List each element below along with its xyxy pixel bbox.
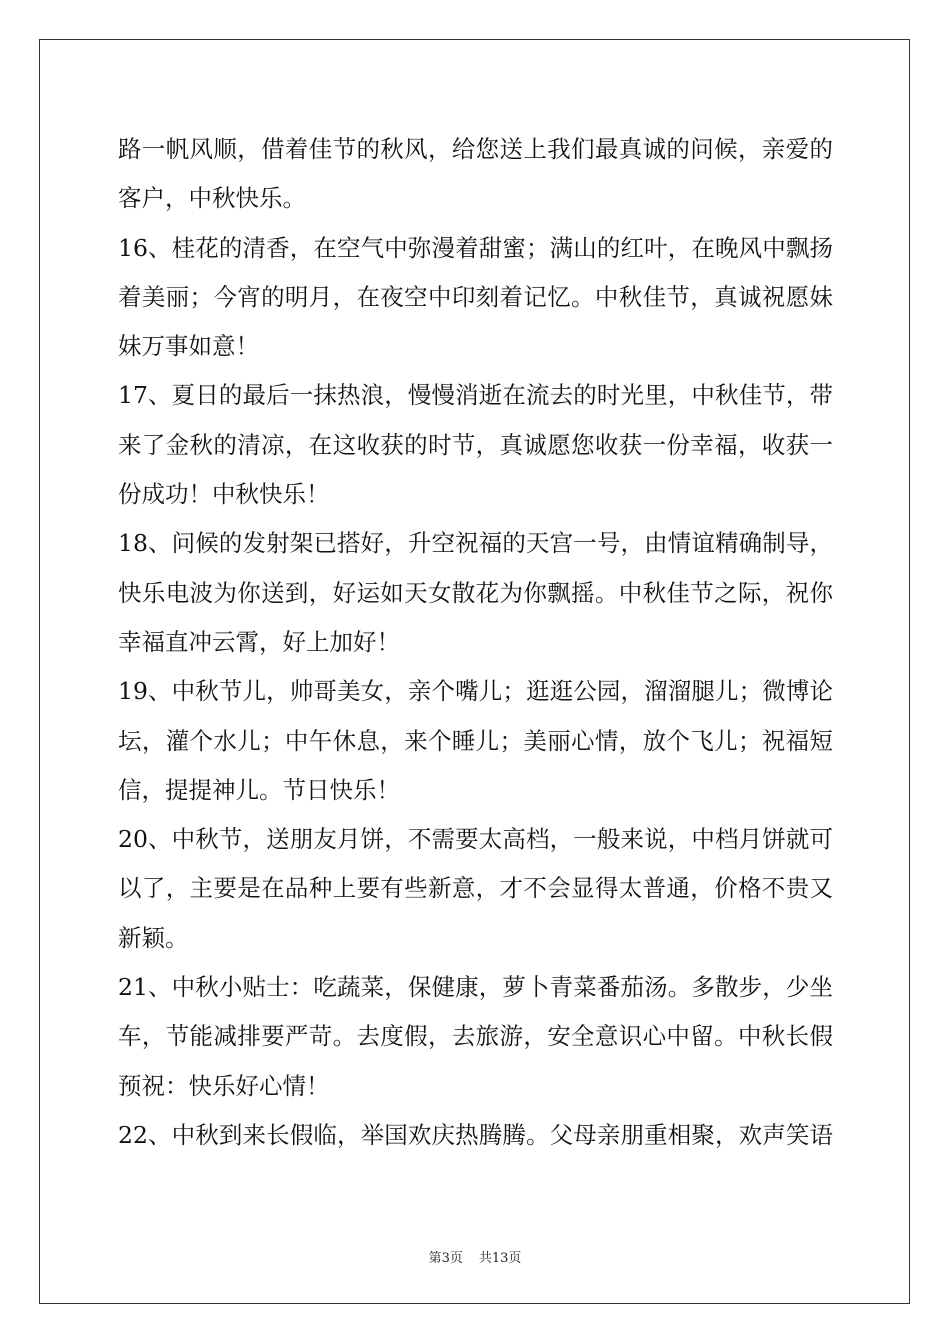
text-line: 21、中秋小贴士：吃蔬菜，保健康，萝卜青菜番茄汤。多散步，少坐	[118, 973, 833, 1002]
text-line: 车，节能减排要严苛。去度假，去旅游，安全意识心中留。中秋长假	[118, 1022, 833, 1051]
text-line: 16、桂花的清香，在空气中弥漫着甜蜜；满山的红叶，在晚风中飘扬	[118, 233, 833, 262]
text-line: 18、问候的发射架已搭好，升空祝福的天宫一号，由情谊精确制导，	[118, 529, 833, 558]
text-line: 新颖。	[118, 923, 189, 952]
text-line: 幸福直冲云霄，好上加好！	[118, 627, 400, 656]
page-number: 第3页	[428, 1251, 463, 1266]
text-line: 预祝：快乐好心情！	[118, 1071, 330, 1100]
page-footer	[0, 1247, 950, 1266]
text-line: 客户，中秋快乐。	[118, 184, 306, 213]
text-line: 20、中秋节，送朋友月饼，不需要太高档，一般来说，中档月饼就可	[118, 825, 833, 854]
text-line: 以了，主要是在品种上要有些新意，才不会显得太普通，价格不贵又	[118, 874, 833, 903]
text-line: 快乐电波为你送到，好运如天女散花为你飘摇。中秋佳节之际，祝你	[118, 578, 833, 607]
document-body	[118, 125, 833, 1160]
text-line: 来了金秋的清凉，在这收获的时节，真诚愿您收获一份幸福，收获一	[118, 430, 833, 459]
text-line: 17、夏日的最后一抹热浪，慢慢消逝在流去的时光里，中秋佳节，带	[118, 381, 833, 410]
text-line: 份成功！中秋快乐！	[118, 480, 330, 509]
text-line: 着美丽；今宵的明月，在夜空中印刻着记忆。中秋佳节，真诚祝愿妹	[118, 282, 833, 311]
text-line: 信，提提神儿。节日快乐！	[118, 775, 400, 804]
text-line: 坛，灌个水儿；中午休息，来个睡儿；美丽心情，放个飞儿；祝福短	[118, 726, 833, 755]
text-line: 22、中秋到来长假临，举国欢庆热腾腾。父母亲朋重相聚，欢声笑语	[118, 1120, 833, 1149]
text-line: 路一帆风顺，借着佳节的秋风，给您送上我们最真诚的问候，亲爱的	[118, 135, 833, 163]
text-line: 妹万事如意！	[118, 332, 259, 361]
page-total: 共13页	[478, 1251, 522, 1266]
text-line: 19、中秋节儿，帅哥美女，亲个嘴儿；逛逛公园，溜溜腿儿；微博论	[118, 677, 833, 706]
